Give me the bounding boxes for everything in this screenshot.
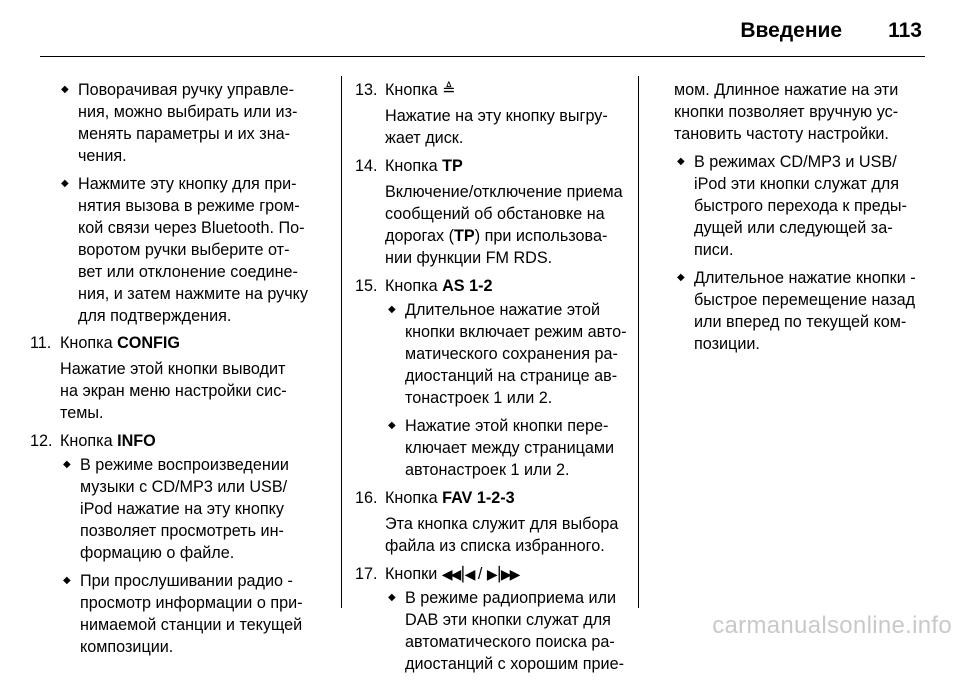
bullet-knob-call: ◆ Нажмите эту кнопку для при- нятия вызова в режиме гром- кой связи через Bluetooth. По- воротом ручки выберите от- вет или отклонение соедине- ния, и затем нажмите на ручку для подтверждения. <box>58 173 330 327</box>
config-key: CONFIG <box>117 334 181 352</box>
item-17-seek: 17. Кнопки ◀◀⎮◀ / ▶⎮▶▶ ◆ В режиме радиоприема или DAB эти кнопки служат для автоматического поиска ра- диостанций с хорошим прие- <box>355 563 631 675</box>
column-divider-1 <box>341 76 342 608</box>
bullet-info-radio: ◆ При прослушивании радио - просмотр информации о при- нимаемой станции и текущей композиции. <box>60 570 330 658</box>
item-11-config: 11. Кнопка CONFIG Нажатие этой кнопки выводит на экран меню настройки сис- темы. <box>30 334 287 422</box>
seek-forward-icon: ▶⎮▶▶ <box>486 566 519 582</box>
page-number: 113 <box>888 19 922 42</box>
page-title: Введение <box>740 19 843 42</box>
bullet-as-short: ◆ Нажатие этой кнопки пере- ключает между страницами автонастроек 1 или 2. <box>385 415 631 481</box>
column-divider-2 <box>638 76 639 608</box>
page-header <box>740 14 922 48</box>
column-1 <box>30 79 330 663</box>
column-2 <box>355 79 631 680</box>
bullet-as-long: ◆ Длительное нажатие этой кнопки включает режим авто- матического сохранения ра- диостанций на странице ав- тонастроек 1 или 2. <box>385 299 631 409</box>
bullet-seek-radio: ◆ В режиме радиоприема или DAB эти кнопки служат для автоматического поиска ра- диостанций с хорошим прие- <box>385 587 631 675</box>
column-3 <box>674 79 926 360</box>
seek-continuation: мом. Длинное нажатие на эти кнопки позволяет вручную ус- тановить частоту настройки. <box>674 81 899 143</box>
info-key: INFO <box>117 432 156 450</box>
item-16-fav: 16. Кнопка FAV 1-2-3 Эта кнопка служит для выбора файла из списка избранного. <box>355 489 619 555</box>
tp-key: TP <box>442 157 463 175</box>
bullet-seek-cd: ◆ В режимах CD/MP3 и USB/ iPod эти кнопки служат для быстрого перехода к преды- дущей или следующей за- писи. <box>674 151 926 261</box>
item-14-tp: 14. Кнопка TP Включение/отключение приема сообщений об обстановке на дорогах (TP) при использова- нии функции FM RDS. <box>355 157 623 267</box>
eject-icon: ≜ <box>442 81 456 99</box>
header-rule <box>40 56 925 57</box>
seek-back-icon: ◀◀⎮◀ <box>441 566 474 582</box>
as-key: AS 1-2 <box>442 277 493 295</box>
watermark: carmanualsonline.info <box>712 612 952 639</box>
item-15-as: 15. Кнопка AS 1-2 ◆ Длительное нажатие этой кнопки включает режим авто- матического сохранения ра- диостанций на странице ав- тонастроек 1 или 2. ◆ Нажатие этой кнопки пере- ключает между страницами автонастроек 1 или 2. <box>355 275 631 481</box>
bullet-knob-adjust: ◆ Поворачивая ручку управле- ния, можно выбирать или из- менять параметры и их зна- чения. <box>58 79 330 167</box>
item-12-info: 12. Кнопка INFO ◆ В режиме воспроизведении музыки с CD/MP3 или USB/ iPod нажатие на эту кнопку позволяет просмотреть ин- формацию о файле. ◆ При прослушивании радио - просмотр информации о при- нимаемой станции и текущей композиции. <box>30 430 330 658</box>
bullet-info-media: ◆ В режиме воспроизведении музыки с CD/MP3 или USB/ iPod нажатие на эту кнопку позволяет просмотреть ин- формацию о файле. <box>60 454 330 564</box>
fav-key: FAV 1-2-3 <box>442 489 515 507</box>
bullet-seek-long: ◆ Длительное нажатие кнопки - быстрое перемещение назад или вперед по текущей ком- позиции. <box>674 267 926 355</box>
item-13-eject: 13. Кнопка ≜ Нажатие на эту кнопку выгру- жает диск. <box>355 81 608 147</box>
